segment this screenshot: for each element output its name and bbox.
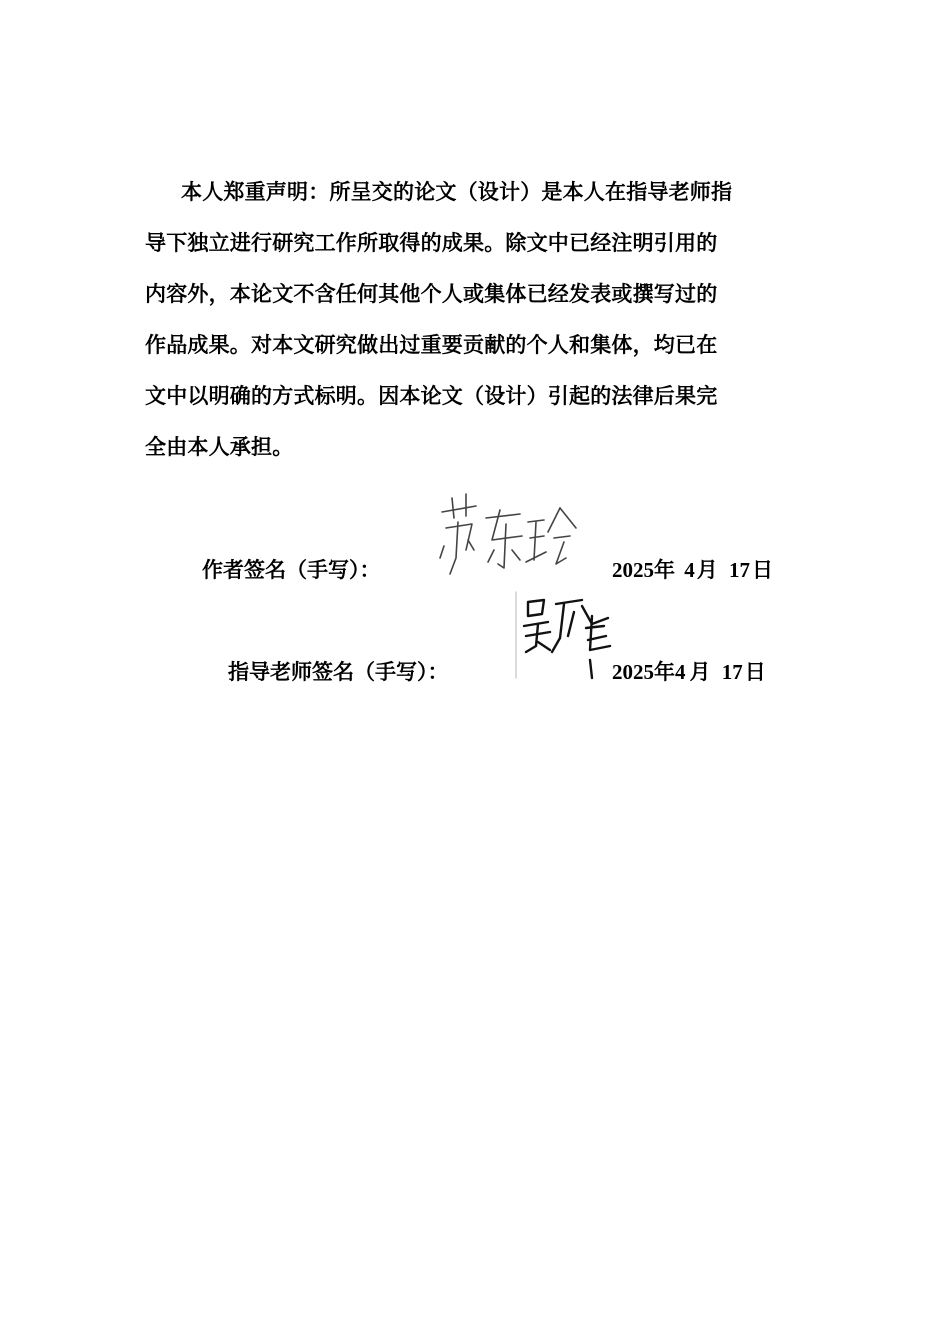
declaration-line: 内容外，本论文不含任何其他个人或集体已经发表或撰写过的 xyxy=(145,281,718,306)
declaration-line: 全由本人承担。 xyxy=(145,434,294,459)
declaration-paragraph xyxy=(145,170,807,476)
advisor-date-month-unit: 月 xyxy=(689,659,711,684)
declaration-line: 文中以明确的方式标明。因本论文（设计）引起的法律后果完 xyxy=(145,383,718,408)
author-date-year-unit: 年 xyxy=(654,557,675,582)
advisor-date-month: 4 xyxy=(675,660,686,684)
author-date-month: 4 xyxy=(684,558,695,582)
advisor-date-day: 17 xyxy=(721,660,743,684)
advisor-date-year-unit: 年 xyxy=(654,659,675,684)
advisor-date-year: 2025 xyxy=(612,660,654,684)
author-signature-date xyxy=(612,555,773,585)
author-handwritten-signature xyxy=(436,488,586,582)
advisor-handwritten-signature xyxy=(512,588,618,682)
declaration-line: 本人郑重声明：所呈交的论文（设计）是本人在指导老师指 xyxy=(181,179,733,204)
author-date-day: 17 xyxy=(729,558,750,582)
author-date-year: 2025 xyxy=(612,558,654,582)
author-date-month-unit: 月 xyxy=(696,557,718,582)
advisor-date-day-unit: 日 xyxy=(744,659,766,684)
declaration-line: 导下独立进行研究工作所取得的成果。除文中已经注明引用的 xyxy=(145,230,718,255)
author-date-day-unit: 日 xyxy=(752,557,773,582)
advisor-signature-date xyxy=(612,657,766,687)
author-signature-label: 作者签名（手写）： xyxy=(202,557,381,582)
declaration-line: 作品成果。对本文研究做出过重要贡献的个人和集体，均已在 xyxy=(145,332,718,357)
advisor-signature-label: 指导老师签名（手写）： xyxy=(228,659,449,684)
